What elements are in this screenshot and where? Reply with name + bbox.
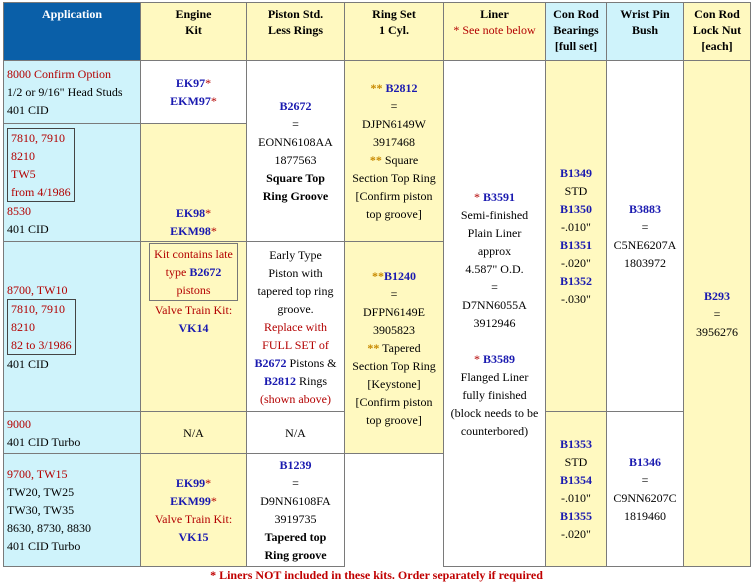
engine-kit-ek99: EK99* EKM99* Valve Train Kit: VK15 [141, 454, 247, 567]
header-ring-set: Ring Set 1 Cyl. [345, 3, 444, 61]
ring-set-b2812: ** B2812 = DJPN6149W 3917468 ** Square Section Top Ring [Confirm piston top groove] [345, 61, 444, 242]
header-application: Application [4, 3, 141, 61]
piston-early-type: Early Type Piston with tapered top ring groove. Replace with FULL SET of B2672 Pistons & B2812 Rings (shown above) [247, 242, 345, 412]
wrist-pin-bush-b1346: B1346 = C9NN6207C 1819460 [607, 412, 684, 567]
piston-b1239: B1239 = D9NN6108FA 3919735 Tapered top Ring groove [247, 454, 345, 567]
con-rod-lock-nut-b293: B293 = 3956276 [684, 61, 751, 567]
header-con-rod-lock-nut: Con Rod Lock Nut [each] [684, 3, 751, 61]
wrist-pin-bush-b3883: B3883 = C5NE6207A 1803972 [607, 61, 684, 412]
liner-cell: * B3591 Semi-finished Plain Liner approx 4.587" O.D. = D7NN6055A 3912946 * B3589 Flanged Liner fully finished (block needs to be counterbored) [444, 61, 546, 567]
application-row-4: 9000 401 CID Turbo [4, 412, 141, 454]
con-rod-bearings-b1353: B1353 STD B1354 -.010" B1355 -.020" [546, 412, 607, 567]
header-con-rod-bearings: Con Rod Bearings [full set] [546, 3, 607, 61]
parts-table [3, 2, 751, 567]
late-pistons-note: Kit contains late type B2672 pistons [149, 243, 238, 301]
header-engine-kit: Engine Kit [141, 3, 247, 61]
piston-b2672: B2672 = EONN6108AA 1877563 Square Top Ring Groove [247, 61, 345, 242]
header-piston: Piston Std. Less Rings [247, 3, 345, 61]
ring-set-b1240: **B1240 = DFPN6149E 3905823 ** Tapered Section Top Ring [Keystone] [Confirm piston top groove] [345, 242, 444, 454]
engine-kit-ek97: EK97* EKM97* [141, 61, 247, 124]
header-liner: Liner * See note below [444, 3, 546, 61]
con-rod-bearings-b1349: B1349 STD B1350 -.010" B1351 -.020" B1352 -.030" [546, 61, 607, 412]
application-box-late: 7810, 7910 8210 82 to 3/1986 [7, 299, 76, 355]
application-row-5: 9700, TW15 TW20, TW25 TW30, TW35 8630, 8730, 8830 401 CID Turbo [4, 454, 141, 567]
liners-footnote: * Liners NOT included in these kits. Order separately if required [210, 568, 543, 582]
application-row-3: 8700, TW10 7810, 7910 8210 82 to 3/1986 401 CID [4, 242, 141, 412]
application-row-1: 8000 Confirm Option 1/2 or 9/16" Head Studs 401 CID [4, 61, 141, 124]
engine-kit-na: N/A [141, 412, 247, 454]
piston-na: N/A [247, 412, 345, 454]
header-wrist-pin-bush: Wrist Pin Bush [607, 3, 684, 61]
engine-kit-ek98: EK98* EKM98* [141, 124, 247, 242]
application-row-2: 7810, 7910 8210 TW5 from 4/1986 8530 401 CID [4, 124, 141, 242]
application-box-early: 7810, 7910 8210 TW5 from 4/1986 [7, 128, 75, 202]
engine-kit-ek98-notes: Kit contains late type B2672 pistons Valve Train Kit: VK14 [141, 242, 247, 412]
